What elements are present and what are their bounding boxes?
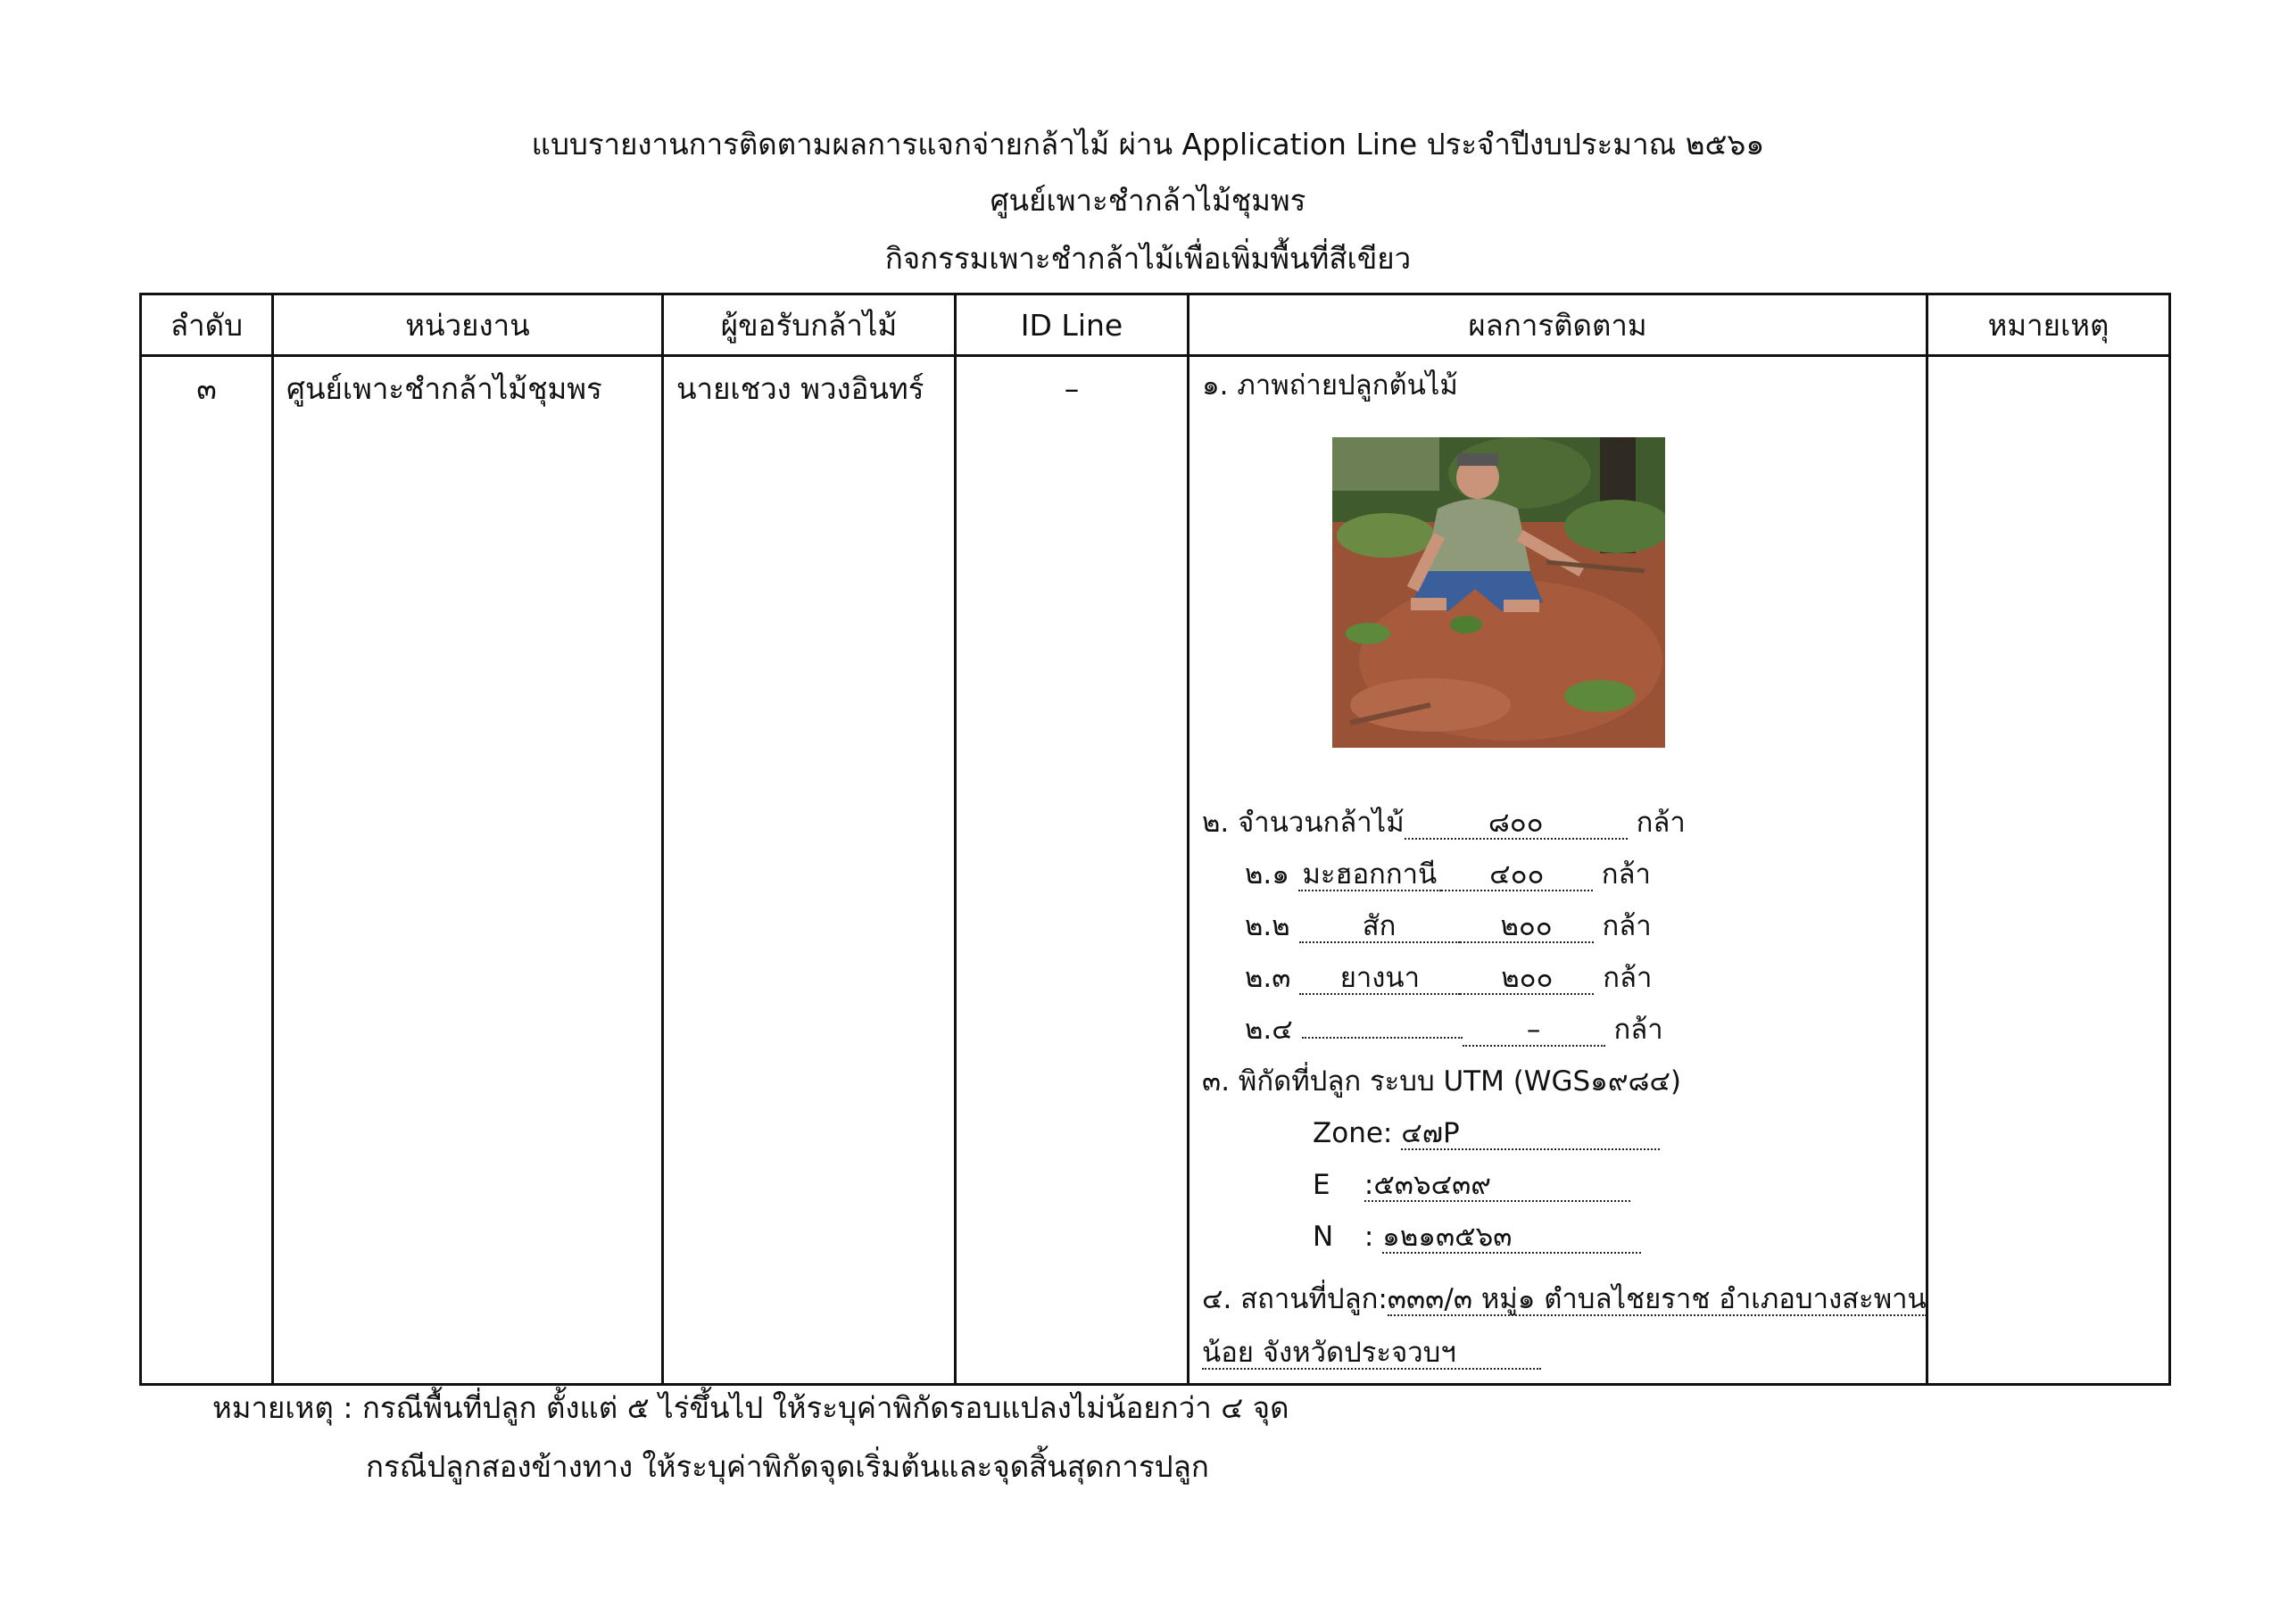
- location-address-cont: น้อย จังหวัดประจวบฯ: [1202, 1338, 1541, 1370]
- location-line-2: [1202, 1335, 1541, 1371]
- location-label: ๔. สถานที่ปลูก:: [1202, 1283, 1388, 1315]
- easting-colon: :: [1364, 1169, 1374, 1201]
- planting-photo-image: [1332, 437, 1665, 748]
- col-header-id-line: ID Line: [956, 294, 1189, 356]
- col-header-agency: หน่วยงาน: [273, 294, 663, 356]
- northing-colon: :: [1364, 1221, 1374, 1253]
- col-header-recipient: ผู้ขอรับกล้าไม้: [663, 294, 956, 356]
- species-qty: ๔๐๐: [1441, 859, 1593, 891]
- cell-remark: [1927, 356, 2170, 1385]
- zone-line: [1313, 1115, 1660, 1151]
- species-name: สัก: [1299, 911, 1460, 943]
- species-unit: กล้า: [1602, 910, 1652, 942]
- species-name: ยางนา: [1299, 963, 1460, 995]
- species-qty: ๒๐๐: [1460, 963, 1594, 995]
- cell-results: [1189, 356, 1927, 1385]
- species-name: [1302, 1037, 1463, 1039]
- species-qty: –: [1463, 1015, 1605, 1047]
- cell-id-line: [956, 356, 1189, 1385]
- species-line-1: [1245, 857, 1651, 892]
- easting-value: [1364, 1170, 1630, 1202]
- center-name: ศูนย์เพาะชำกล้าไม้ชุมพร: [990, 183, 1306, 218]
- cell-order: [141, 356, 273, 1385]
- col-header-results: ผลการติดตาม: [1189, 294, 1927, 356]
- species-number: ๒.๑: [1245, 858, 1289, 891]
- report-title: แบบรายงานการติดตามผลการแจกจ่ายกล้าไม้ ผ่าน Application Line ประจำปีงบประมาณ ๒๕๖๑: [531, 127, 1765, 162]
- remark-value: [1928, 357, 2168, 369]
- species-line-4: [1245, 1012, 1663, 1048]
- species-number: ๒.๓: [1245, 962, 1291, 994]
- zone-label: Zone:: [1313, 1117, 1393, 1149]
- photo-label: ๑. ภาพถ่ายปลูกต้นไม้: [1202, 369, 1458, 402]
- location-address: ๓๓๓/๓ หมู่๑ ตำบลไชยราช อำเภอบางสะพาน: [1387, 1283, 1927, 1315]
- planting-photo: [1332, 437, 1665, 748]
- northing-line: [1313, 1219, 1641, 1255]
- cell-recipient: [663, 356, 956, 1385]
- col-header-order: ลำดับ: [141, 294, 273, 356]
- easting-label: E: [1313, 1169, 1330, 1201]
- footnote-line-1: หมายเหตุ : กรณีพื้นที่ปลูก ตั้งแต่ ๕ ไร่ขึ้นไป ให้ระบุค่าพิกัดรอบแปลงไม่น้อยกว่า ๔ จุด: [212, 1390, 1289, 1425]
- species-line-3: [1245, 960, 1652, 996]
- location-line-1: [1202, 1281, 1927, 1317]
- col-header-remark: หมายเหตุ: [1927, 294, 2170, 356]
- species-line-2: [1245, 908, 1652, 944]
- recipient-name: นายเชวง พวงอินทร์: [676, 371, 924, 406]
- species-name: มะฮอกกานี: [1298, 859, 1441, 891]
- footnote-line-2: กรณีปลูกสองข้างทาง ให้ระบุค่าพิกัดจุดเริ่มต้นและจุดสิ้นสุดการปลูก: [366, 1449, 1209, 1484]
- seedling-count-value: ๘๐๐: [1405, 808, 1628, 840]
- species-unit: กล้า: [1613, 1014, 1663, 1046]
- report-table: [139, 293, 2171, 1386]
- coordinate-label: ๓. พิกัดที่ปลูก ระบบ UTM (WGS๑๙๘๔): [1202, 1065, 1682, 1098]
- species-unit: กล้า: [1603, 962, 1653, 994]
- species-number: ๒.๒: [1245, 910, 1290, 942]
- id-line-value: –: [1064, 371, 1080, 406]
- cell-agency: [273, 356, 663, 1385]
- easting-number: ๕๓๖๔๓๙: [1373, 1169, 1492, 1201]
- species-unit: กล้า: [1601, 858, 1651, 891]
- zone-value: ๔๗P: [1401, 1118, 1660, 1150]
- table-header-row: [141, 294, 2170, 356]
- northing-value: ๑๒๑๓๕๖๓: [1382, 1222, 1641, 1254]
- northing-label: N: [1313, 1221, 1334, 1253]
- easting-line: [1313, 1167, 1630, 1203]
- seedling-count-line: [1202, 805, 1686, 841]
- species-qty: ๒๐๐: [1460, 911, 1594, 943]
- seedling-count-label: ๒. จำนวนกล้าไม้: [1202, 807, 1405, 839]
- table-row: [141, 356, 2170, 1385]
- results-content: [1189, 357, 1926, 1383]
- seedling-count-unit: กล้า: [1636, 807, 1686, 839]
- species-number: ๒.๔: [1245, 1014, 1293, 1046]
- agency-name: ศูนย์เพาะชำกล้าไม้ชุมพร: [286, 371, 602, 406]
- activity-name: กิจกรรมเพาะชำกล้าไม้เพื่อเพิ่มพื้นที่สีเขียว: [884, 241, 1412, 276]
- order-number: ๓: [196, 371, 217, 406]
